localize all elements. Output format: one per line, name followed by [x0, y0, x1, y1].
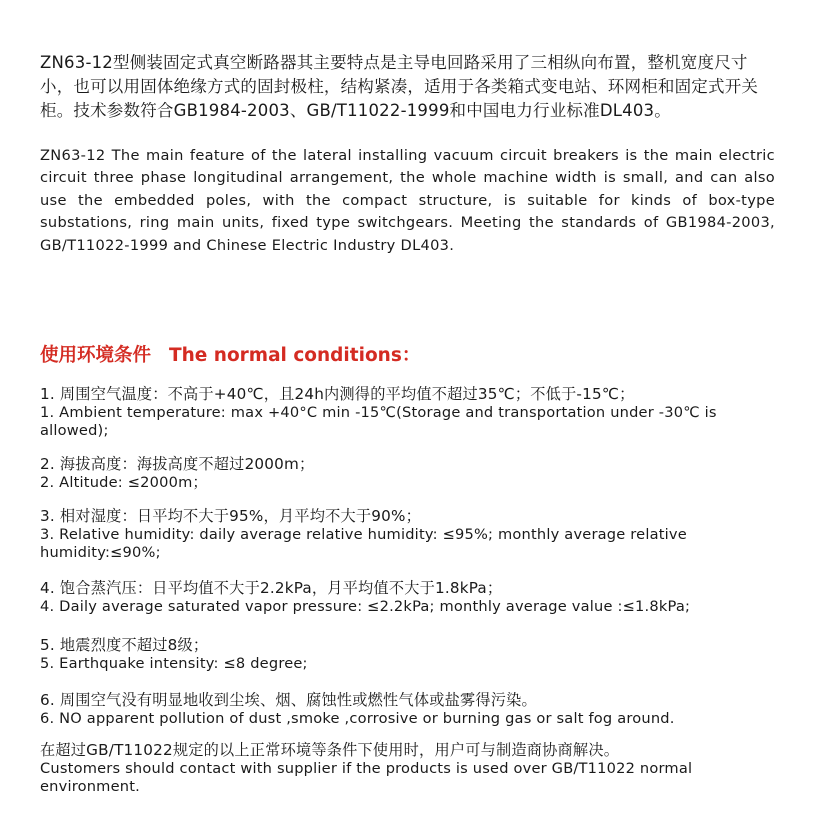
condition-item	[40, 507, 740, 563]
condition-en: 4. Daily average saturated vapor pressure: ≤2.2kPa; monthly average value :≤1.8kPa;	[40, 597, 691, 615]
condition-cn: 5. 地震烈度不超过8级；	[40, 636, 209, 654]
condition-en: 6. NO apparent pollution of dust ,smoke ,corrosive or burning gas or salt fog around.	[40, 709, 675, 727]
footer-note	[40, 741, 740, 797]
section-title-en: The normal conditions：	[169, 345, 421, 366]
condition-cn: 4. 饱合蒸汽压：日平均值不大于2.2kPa，月平均值不大于1.8kPa；	[40, 579, 503, 597]
intro-english: ZN63-12 The main feature of the lateral installing vacuum circuit breakers is the main electric circuit three phase longitudinal arrangement, the whole machine width is small, and can also use the embedded poles, with the compact structure, is suitable for kinds of box-type substations, ring main units, fixed type switchgears. Meeting the standards of GB1984-2003, GB/T11022-1999 and Chinese Electric Industry DL403.	[40, 146, 775, 254]
condition-en: 5. Earthquake intensity: ≤8 degree;	[40, 654, 308, 672]
condition-cn: 6. 周围空气没有明显地收到尘埃、烟、腐蚀性或燃性气体或盐雾得污染。	[40, 691, 537, 709]
condition-en: 1. Ambient temperature: max +40°C min -15℃(Storage and transportation under -30℃ is allowed);	[40, 403, 717, 439]
intro-chinese: ZN63-12型侧装固定式真空断路器其主要特点是主导电回路采用了三相纵向布置，整机宽度尺寸小，也可以用固体绝缘方式的固封极柱，结构紧凑，适用于各类箱式变电站、环网柜和固定式开关柜。技术参数符合GB1984-2003、GB/T11022-1999和中国电力行业标准DL403。	[40, 52, 759, 120]
condition-item	[40, 385, 740, 441]
footer-note-cn: 在超过GB/T11022规定的以上正常环境等条件下使用时，用户可与制造商协商解决。	[40, 741, 620, 759]
condition-en: 2. Altitude: ≤2000m；	[40, 473, 208, 491]
condition-item	[40, 691, 740, 728]
condition-item	[40, 455, 740, 492]
section-title-cn: 使用环境条件	[40, 345, 152, 366]
section-title	[40, 341, 420, 367]
condition-item	[40, 579, 740, 616]
footer-note-en: Customers should contact with supplier if the products is used over GB/T11022 normal environment.	[40, 759, 693, 795]
condition-item	[40, 636, 740, 673]
condition-cn: 3. 相对湿度：日平均不大于95%，月平均不大于90%；	[40, 507, 421, 525]
condition-cn: 1. 周围空气温度：不高于+40℃，且24h内测得的平均值不超过35℃；不低于-15℃；	[40, 385, 635, 403]
condition-en: 3. Relative humidity: daily average relative humidity: ≤95%; monthly average relative humidity:≤90%;	[40, 525, 687, 561]
condition-cn: 2. 海拔高度：海拔高度不超过2000m；	[40, 455, 315, 473]
